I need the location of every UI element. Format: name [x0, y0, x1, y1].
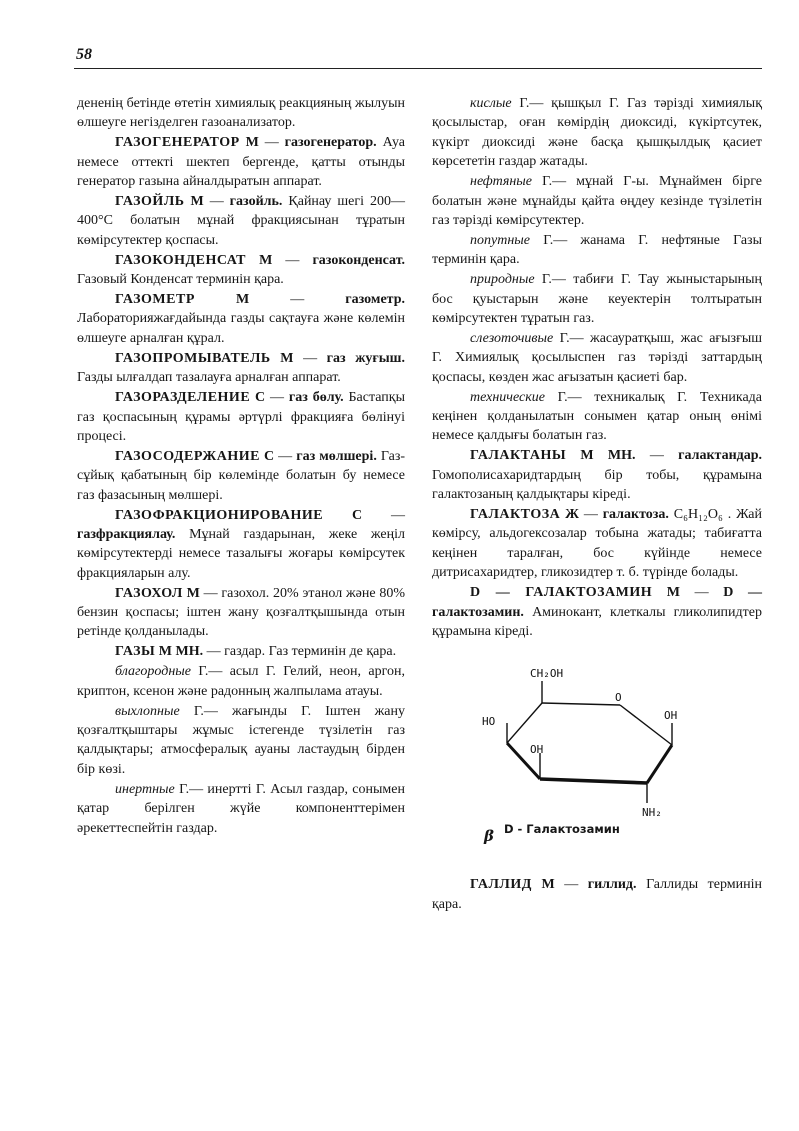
dictionary-entry: ГАЗОСОДЕРЖАНИЕ С — газ мөлшері. Газ-сұйық қабатының бір көлемінде болатын бу немесе газ фазасының мөлшері.: [77, 448, 406, 503]
dictionary-entry: ГАЛАКТОЗА Ж — галактоза. C₆H₁₂O₆ . Жай көмірсу, альдогексозалар тобына жатады; табиғатта кеңінен таралған, бос күйінде немесе дитрисахаридтер, гликозидтер т. б. түрінде болады.: [432, 507, 763, 581]
entry-grammar: М: [280, 350, 294, 366]
dictionary-entry: ГАЗОПРОМЫВАТЕЛЬ М — газ жуғыш. Газды ылғалдап тазалауға арналған аппарат.: [77, 350, 405, 386]
entry-grammar: Ж: [565, 507, 579, 523]
ring-bond-bold: [540, 779, 647, 783]
entry-grammar: М: [186, 585, 200, 601]
sub-entry-term: попутные: [470, 232, 530, 248]
sub-entry-term: нефтяные: [470, 174, 532, 190]
entry-definition: Газды ылғалдап тазалауға арналған аппарат.: [77, 370, 341, 386]
sub-entry-term: благородные: [115, 664, 191, 680]
ring-bond-bold: [647, 745, 672, 783]
figure-caption: [484, 819, 620, 846]
sub-entry: [77, 662, 405, 701]
page-number: 58: [76, 46, 92, 63]
sub-entry: [77, 702, 405, 780]
entry-definition: Аминокант, клеткалы гликолипидтер құрамына кіреді.: [432, 604, 762, 639]
entry-headword: ГАЗОМЕТР: [115, 292, 195, 308]
entry-headword: ГАЗОФРАКЦИОНИРОВАНИЕ: [115, 507, 324, 523]
entry-translation: газ жуғыш.: [326, 350, 405, 366]
dictionary-entry: ГАЗОМЕТР М — газометр. Лабораторияжағдайында газды сақтауға және көлемін өлшеуге арналған құрал.: [77, 292, 405, 346]
sub-entry-definition: Г.— инертті Г. Асыл газдар, сонымен қатар берілген жүйе компоненттерімен әрекеттеспейтін газдар.: [77, 781, 405, 836]
dictionary-entry: ГАЗЫ М МН. — газдар. Газ терминін де қара.: [115, 644, 397, 660]
entry-grammar: М: [235, 292, 250, 308]
entry-translation: галактандар.: [678, 448, 763, 464]
header-rule: [74, 68, 762, 69]
left-column: [77, 94, 405, 838]
sub-entry: [432, 329, 762, 387]
right-column: [432, 94, 762, 914]
entry-headword: ГАЗЫ: [115, 644, 156, 660]
entry-definition: C₆H₁₂O₆ . Жай көмірсу, альдогексозалар тобына жатады; табиғатта кеңінен таралған, бос күйінде немесе дитрисахаридтер, гликозидтер т. б. түрінде болады.: [432, 507, 763, 581]
entry-headword: ГАЛЛИД: [470, 877, 532, 893]
entry-grammar: М: [245, 135, 259, 151]
dictionary-entry: ГАЛАКТАНЫ М МН. — галактандар. Гомополисахаридтардың бір тобы, құрамына галактозаның қалдықтары кіреді.: [432, 448, 763, 503]
entry-definition: Ауа немесе оттекті шектеп бергенде, қатты отынды генератор газына айналдыратын аппарат.: [77, 135, 406, 190]
sub-entry: [432, 231, 762, 270]
ring-bond: [542, 703, 620, 705]
entry-headword: ГАЗОЙЛЬ: [115, 194, 185, 210]
sub-entry-term: инертные: [115, 781, 175, 797]
sub-entry: [432, 388, 762, 446]
ring-bond: [507, 703, 542, 743]
dictionary-entry: ГАЗОХОЛ М — газохол. 20% этанол және 80% бензин қоспасы; іштен жану қозғалтқышында отын ретінде қолданылады.: [77, 585, 406, 640]
entry-definition: Лабораторияжағдайында газды сақтауға және көлемін өлшеуге арналған құрал.: [77, 311, 405, 346]
entry-headword: ГАЗОПРОМЫВАТЕЛЬ: [115, 350, 271, 366]
oh-right-label: OH: [664, 709, 678, 723]
entry-definition: Бастапқы газ қоспасының құрамы әртүрлі фракцияға бөлінуі процесі.: [77, 390, 406, 444]
entry-translation: гиллид.: [587, 877, 637, 893]
entry-headword: ГАЗОКОНДЕНСАТ: [115, 252, 246, 268]
sub-entry: [432, 172, 762, 230]
dictionary-entry: ГАЗОЙЛЬ М — газойль. Қайнау шегі 200—400°С болатын мұнай фракциясынан тұратын көмірсутектер қоспасы.: [77, 194, 406, 248]
entry-headword: D — ГАЛАКТОЗАМИН: [470, 585, 653, 601]
dictionary-entry: ГАЗОРАЗДЕЛЕНИЕ С — газ бөлу. Бастапқы газ қоспасының құрамы әртүрлі фракцияға бөлінуі процесі.: [77, 390, 406, 444]
entry-definition: газохол. 20% этанол және 80% бензин қоспасы; іштен жану қозғалтқышында отын ретінде қолданылады.: [77, 585, 406, 640]
entry-definition: Газовый Конденсат терминін қара.: [77, 272, 284, 288]
entry-grammar: С: [264, 448, 275, 464]
ch2oh-label: CH₂OH: [530, 667, 564, 681]
entry-definition: Қайнау шегі 200—400°С болатын мұнай фракциясынан тұратын көмірсутектер қоспасы.: [77, 194, 406, 248]
entry-definition: Гомополисахаридтардың бір тобы, құрамына галактозаның қалдықтары кіреді.: [432, 467, 762, 503]
galactosamine-structure-figure: [432, 653, 762, 853]
entry-grammar: М МН.: [158, 644, 204, 660]
entry-headword: ГАЗОРАЗДЕЛЕНИЕ: [115, 390, 251, 406]
sub-entry-definition: Г.— табиғи Г. Тау жыныстарының бос қуыстарын және кеуектерін толтыратын көмірсутектен тұратын газ.: [432, 272, 762, 326]
entry-grammar: М: [190, 194, 204, 210]
entry-translation: газоконденсат.: [312, 252, 406, 268]
sub-entry-definition: Г.— асыл Г. Гелий, неон, аргон, криптон, ксенон және радонның жалпылама атауы.: [77, 664, 406, 699]
entry-headword: ГАЛАКТАНЫ: [470, 448, 567, 464]
entry-translation: газойль.: [229, 194, 283, 210]
sub-entry-term: природные: [470, 272, 535, 288]
sub-entry: [432, 270, 762, 328]
nh2-label: NH₂: [642, 806, 662, 820]
sub-entry-term: технические: [470, 389, 545, 405]
sub-entry-term: кислые: [470, 96, 512, 111]
dictionary-entry: ГАЗОФРАКЦИОНИРОВАНИЕ С — газфракциялау. Мұнай газдарынан, жеке жеңіл көмірсутектерді немесе тазалығы жоғары көмірсутек фракцияларын алу.: [77, 507, 406, 581]
dictionary-entry: ГАЗОГЕНЕРАТОР М — газогенератор. Ауа немесе оттекті шектеп бергенде, қатты отынды генератор газына айналдыратын аппарат.: [77, 135, 406, 190]
entry-definition: Мұнай газдарынан, жеке жеңіл көмірсутектерді немесе тазалығы жоғары көмірсутек фракцияларын алу.: [77, 526, 406, 581]
entry-translation: галактоза.: [602, 507, 669, 523]
entry-grammar: С: [352, 507, 363, 523]
beta-symbol: β: [484, 827, 494, 846]
sub-entry: [432, 94, 762, 172]
entry-grammar: М: [666, 585, 680, 601]
sub-entry-definition: Г.— жасауратқыш, жас ағызғыш Г. Химиялық қосылыспен газ тәрізді заттардың қоспасы, көзден жас ағызатын қасиеті бар.: [432, 330, 763, 385]
ring-oxygen-label: O: [615, 691, 622, 705]
entry-headword: ГАЗОГЕНЕРАТОР: [115, 135, 240, 151]
entry-translation: газфракциялау.: [77, 526, 176, 542]
entry-headword: ГАЛАКТОЗА: [470, 507, 561, 523]
sub-entry-definition: Г.— жағынды Г. Іштен жану қозғалтқыштары жұмыс істегенде түзілетін газ қалдықтары; атмосфералық ауаны ластаудың бірден бір көзі.: [77, 703, 406, 777]
entry-grammar: М: [541, 877, 555, 893]
entry-translation: D — галактозамин.: [432, 585, 762, 620]
sub-entry-definition: Г.— мұнай Г-ы. Мұнаймен бірге болатын және мұнайды қайта өңдеу кезінде түзілетін газ тәрізді көмірсутектер.: [432, 174, 763, 228]
entry-grammar: С: [255, 390, 266, 406]
entry-translation: газ мөлшері.: [296, 448, 377, 464]
sub-entry-term: выхлопные: [115, 703, 180, 719]
entry-translation: газометр.: [345, 292, 405, 308]
oh-inner-label: OH: [530, 743, 544, 757]
entry-grammar: М: [259, 252, 273, 268]
ho-label: HO: [482, 715, 496, 729]
structure-diagram: [432, 653, 762, 803]
dictionary-entry: ГАЛЛИД М — гиллид. Галлиды терминін қара.: [432, 877, 763, 912]
sub-entry: [77, 780, 405, 838]
dictionary-entry: ГАЗОКОНДЕНСАТ М — газоконденсат. Газовый Конденсат терминін қара.: [77, 252, 406, 288]
sub-entry-definition: Г.— жанама Г. нефтяные Газы терминін қара.: [432, 232, 762, 268]
sub-entry-term: слезоточивые: [470, 330, 554, 346]
caption-text: D - Галактозамин: [503, 822, 620, 837]
entry-grammar: М МН.: [580, 448, 636, 464]
sub-entry-definition: Г.— қышқыл Г. Газ тәрізді химиялық қосылыстар, оған көмірдің диоксиді, күкіртсутек, күкірт диоксиді және басқа қышқылдық қасиет көрсететін газдар жатады.: [432, 96, 762, 170]
entry-headword: ГАЗОХОЛ: [115, 585, 183, 601]
entry-definition: газдар. Газ терминін де қара.: [224, 644, 397, 660]
entry-translation: газ бөлу.: [288, 390, 344, 406]
entry-definition: Газ-сұйық қабатының бір көлемінде болатын бу немесе газ фазасының мөлшері.: [77, 448, 406, 503]
entry-definition: Галлиды терминін қара.: [432, 877, 763, 912]
sub-entry-definition: Г.— техникалық Г. Техникада кеңінен қолданылатын сонымен қатар оның өнімі немесе қалдығы болатын газ.: [432, 389, 762, 444]
entry-continuation: дененің бетінде өтетін химиялық реакцияның жылуын өлшеуге негізделген газоанализатор.: [77, 96, 405, 131]
entry-headword: ГАЗОСОДЕРЖАНИЕ: [115, 448, 260, 464]
dictionary-entry: D — ГАЛАКТОЗАМИН М — D — галактозамин. Аминокант, клеткалы гликолипидтер құрамына кіреді.: [432, 585, 762, 639]
entry-translation: газогенератор.: [284, 135, 377, 151]
